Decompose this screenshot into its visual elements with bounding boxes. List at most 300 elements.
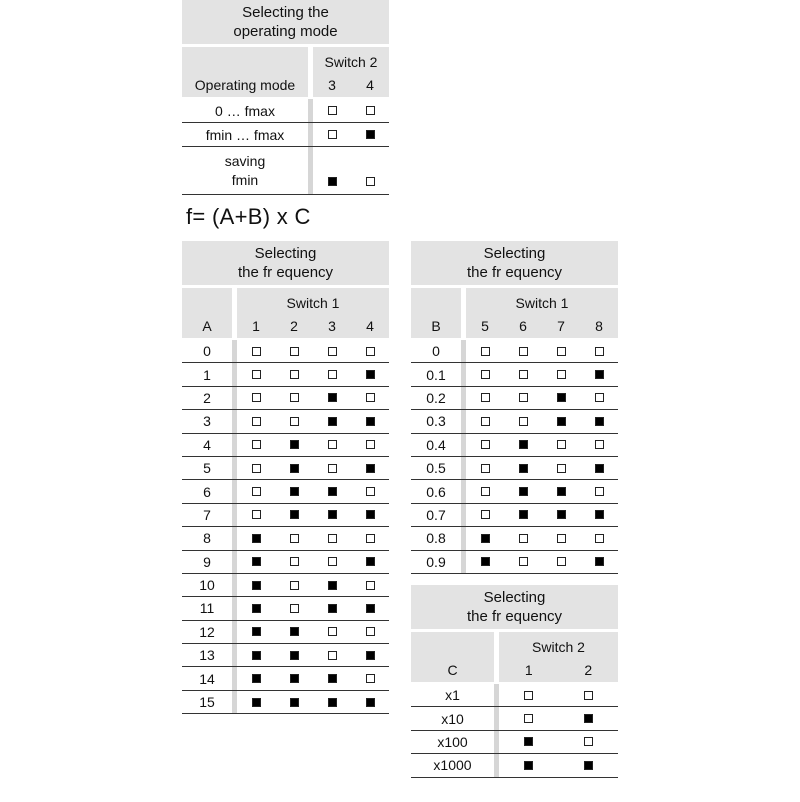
switch-states	[232, 574, 389, 596]
switch-column-number: 1	[524, 662, 533, 678]
switch-state-cell	[313, 644, 351, 666]
switch-state-cell	[313, 597, 351, 619]
switch-column-number: 3	[328, 77, 336, 93]
column-header-row	[411, 288, 618, 340]
switch-on-icon	[557, 510, 566, 519]
switch-state-cell	[351, 99, 389, 122]
switch-off-icon	[290, 557, 299, 566]
switch-state-cell	[237, 363, 275, 385]
table-row	[182, 480, 389, 503]
switch-states	[308, 147, 389, 194]
switch-off-icon	[557, 347, 566, 356]
switch-states	[461, 434, 618, 456]
switch-state-cell	[237, 667, 275, 689]
switch-state-cell	[580, 340, 618, 362]
table-row	[182, 574, 389, 597]
switch-state-cell	[504, 551, 542, 573]
switch-off-icon	[595, 534, 604, 543]
row-label: 0.6	[426, 483, 446, 500]
switch-on-icon	[366, 698, 375, 707]
table-title-line: Selecting the	[242, 4, 329, 21]
switch-on-icon	[557, 417, 566, 426]
switch-off-icon	[366, 440, 375, 449]
switch-states	[232, 363, 389, 385]
switch-name: Switch 2	[532, 639, 585, 655]
switch-state-cell	[237, 527, 275, 549]
table-title-line: the fr equency	[237, 264, 334, 281]
table-row	[182, 340, 389, 363]
switch-states	[232, 480, 389, 502]
table-row	[182, 691, 389, 714]
switch-on-icon	[328, 393, 337, 402]
row-label: 0	[432, 343, 440, 360]
switch-on-icon	[519, 440, 528, 449]
row-label: 12	[199, 623, 215, 640]
table-title-line: the fr equency	[466, 608, 563, 625]
switch-state-cell	[313, 667, 351, 689]
switch-off-icon	[366, 106, 375, 115]
switch-state-cell	[351, 457, 389, 479]
switch-on-icon	[290, 651, 299, 660]
switch-state-cell	[237, 597, 275, 619]
row-label: 14	[199, 670, 215, 687]
switch-state-cell	[580, 527, 618, 549]
switch-state-cell	[313, 99, 351, 122]
switch-on-icon	[557, 393, 566, 402]
table-row	[411, 434, 618, 457]
switch-columns	[466, 318, 618, 338]
switch-state-cell	[313, 363, 351, 385]
row-label: 4	[203, 436, 211, 453]
switch-on-icon	[366, 510, 375, 519]
column-header-row	[182, 288, 389, 340]
table-row	[411, 504, 618, 527]
row-label: 0.1	[426, 366, 446, 383]
switch-state-cell	[275, 574, 313, 596]
table-row	[411, 527, 618, 550]
switch-state-cell	[466, 551, 504, 573]
switch-state-cell	[542, 363, 580, 385]
switch-off-icon	[290, 370, 299, 379]
switch-on-icon	[252, 698, 261, 707]
switch-states	[232, 691, 389, 713]
switch-off-icon	[481, 347, 490, 356]
switch-state-cell	[313, 147, 351, 194]
table-row	[411, 754, 618, 777]
switch-states	[494, 707, 618, 729]
switch-on-icon	[366, 604, 375, 613]
row-label: x10	[441, 710, 464, 727]
switch-on-icon	[584, 714, 593, 723]
switch-off-icon	[328, 534, 337, 543]
switch-states	[494, 731, 618, 753]
switch-on-icon	[595, 464, 604, 473]
switch-on-icon	[290, 440, 299, 449]
row-label: 0.7	[426, 506, 446, 523]
switch-state-cell	[275, 504, 313, 526]
switch-states	[461, 340, 618, 362]
switch-states	[232, 597, 389, 619]
switch-state-cell	[504, 410, 542, 432]
switch-off-icon	[557, 464, 566, 473]
switch-on-icon	[557, 487, 566, 496]
switch-off-icon	[519, 534, 528, 543]
switch-on-icon	[252, 674, 261, 683]
switch-on-icon	[595, 557, 604, 566]
row-label: 0.5	[426, 460, 446, 477]
switch-state-cell	[499, 754, 559, 776]
switch-state-cell	[580, 434, 618, 456]
switch-on-icon	[328, 604, 337, 613]
switch-state-cell	[542, 527, 580, 549]
switch-states	[232, 621, 389, 643]
table-title-line: Selecting	[483, 245, 546, 262]
row-label: 3	[203, 413, 211, 430]
row-label: 8	[203, 530, 211, 547]
switch-state-cell	[351, 480, 389, 502]
table-row	[411, 340, 618, 363]
row-label: x1000	[433, 757, 472, 774]
switch-off-icon	[290, 393, 299, 402]
switch-column-number: 3	[328, 318, 336, 334]
switch-header	[494, 632, 618, 682]
switch-state-cell	[504, 480, 542, 502]
switch-off-icon	[252, 487, 261, 496]
table-row	[182, 621, 389, 644]
switch-on-icon	[290, 627, 299, 636]
table-title	[182, 0, 389, 47]
switch-state-cell	[351, 387, 389, 409]
row-label-line: fmin	[231, 171, 259, 188]
column-header-row	[411, 632, 618, 684]
row-label: 10	[199, 577, 215, 594]
switch-state-cell	[580, 480, 618, 502]
row-label-line: saving	[224, 152, 266, 169]
switch-state-cell	[351, 691, 389, 713]
row-label-header: C	[411, 632, 494, 682]
switch-state-cell	[466, 504, 504, 526]
switch-name: Switch 1	[286, 295, 340, 311]
switch-off-icon	[366, 487, 375, 496]
switch-state-cell	[275, 340, 313, 362]
switch-off-icon	[366, 581, 375, 590]
switch-state-cell	[504, 504, 542, 526]
table-row	[411, 363, 618, 386]
frequency-table-c	[411, 585, 618, 778]
switch-state-cell	[542, 340, 580, 362]
table-title-line: the fr equency	[466, 264, 563, 281]
switch-states	[232, 434, 389, 456]
switch-states	[461, 363, 618, 385]
row-label: x1	[445, 687, 460, 704]
switch-states	[461, 387, 618, 409]
switch-state-cell	[542, 434, 580, 456]
switch-off-icon	[252, 440, 261, 449]
switch-header	[461, 288, 618, 338]
switch-off-icon	[481, 393, 490, 402]
row-label: 7	[203, 506, 211, 523]
switch-state-cell	[466, 363, 504, 385]
table-title	[411, 241, 618, 288]
switch-state-cell	[275, 551, 313, 573]
table-row	[411, 410, 618, 433]
switch-state-cell	[504, 387, 542, 409]
switch-state-cell	[542, 480, 580, 502]
switch-off-icon	[252, 510, 261, 519]
switch-on-icon	[328, 510, 337, 519]
switch-state-cell	[351, 434, 389, 456]
switch-on-icon	[252, 557, 261, 566]
switch-column-number: 6	[519, 318, 527, 334]
switch-on-icon	[328, 417, 337, 426]
switch-on-icon	[519, 487, 528, 496]
table-title-line: Selecting	[483, 589, 546, 606]
switch-states	[232, 551, 389, 573]
table-row	[411, 731, 618, 754]
switch-on-icon	[366, 370, 375, 379]
switch-off-icon	[557, 534, 566, 543]
row-label: 0.8	[426, 530, 446, 547]
switch-off-icon	[328, 651, 337, 660]
switch-state-cell	[313, 434, 351, 456]
row-label-header: Operating mode	[182, 47, 308, 97]
table-row	[411, 707, 618, 730]
table-title	[182, 241, 389, 288]
switch-off-icon	[519, 417, 528, 426]
switch-off-icon	[524, 691, 533, 700]
switch-off-icon	[328, 347, 337, 356]
switch-states	[308, 99, 389, 122]
switch-states	[232, 387, 389, 409]
switch-on-icon	[290, 510, 299, 519]
switch-state-cell	[466, 457, 504, 479]
table-row	[182, 99, 389, 123]
switch-state-cell	[504, 527, 542, 549]
switch-off-icon	[595, 347, 604, 356]
switch-state-cell	[580, 457, 618, 479]
frequency-formula: f= (A+B) x C	[186, 204, 311, 229]
switch-state-cell	[351, 363, 389, 385]
switch-off-icon	[252, 464, 261, 473]
switch-column-number: 1	[252, 318, 260, 334]
switch-state-cell	[275, 434, 313, 456]
table-row	[182, 410, 389, 433]
row-label	[182, 147, 308, 194]
switch-off-icon	[481, 464, 490, 473]
switch-on-icon	[328, 698, 337, 707]
table-row	[182, 667, 389, 690]
switch-off-icon	[366, 347, 375, 356]
switch-off-icon	[366, 177, 375, 186]
switch-off-icon	[481, 370, 490, 379]
switch-state-cell	[313, 551, 351, 573]
switch-column-number: 7	[557, 318, 565, 334]
switch-on-icon	[595, 370, 604, 379]
switch-state-cell	[504, 457, 542, 479]
switch-state-cell	[313, 480, 351, 502]
switch-off-icon	[595, 440, 604, 449]
switch-state-cell	[275, 621, 313, 643]
switch-states	[461, 527, 618, 549]
table-row	[182, 147, 389, 195]
switch-off-icon	[328, 370, 337, 379]
row-label: 13	[199, 647, 215, 664]
row-label: 1	[203, 366, 211, 383]
row-label: 2	[203, 389, 211, 406]
switch-state-cell	[351, 644, 389, 666]
column-header-row	[182, 47, 389, 99]
switch-state-cell	[237, 574, 275, 596]
switch-off-icon	[595, 487, 604, 496]
switch-on-icon	[290, 464, 299, 473]
switch-state-cell	[351, 340, 389, 362]
switch-on-icon	[481, 557, 490, 566]
switch-state-cell	[542, 387, 580, 409]
switch-state-cell	[237, 480, 275, 502]
table-title-line: operating mode	[233, 23, 338, 40]
switch-state-cell	[275, 597, 313, 619]
switch-state-cell	[559, 684, 619, 706]
switch-states	[461, 551, 618, 573]
switch-state-cell	[499, 684, 559, 706]
switch-off-icon	[328, 557, 337, 566]
switch-states	[232, 410, 389, 432]
switch-off-icon	[328, 627, 337, 636]
switch-off-icon	[252, 347, 261, 356]
switch-state-cell	[275, 457, 313, 479]
frequency-table-a	[182, 241, 389, 714]
table-row	[182, 363, 389, 386]
row-label: 0.3	[426, 413, 446, 430]
switch-off-icon	[290, 417, 299, 426]
table-row	[411, 551, 618, 574]
switch-state-cell	[313, 527, 351, 549]
switch-state-cell	[275, 644, 313, 666]
switch-state-cell	[351, 597, 389, 619]
switch-off-icon	[366, 627, 375, 636]
switch-off-icon	[481, 510, 490, 519]
table-row	[182, 457, 389, 480]
switch-state-cell	[237, 691, 275, 713]
switch-state-cell	[542, 504, 580, 526]
switch-on-icon	[524, 737, 533, 746]
switch-header	[232, 288, 389, 338]
switch-state-cell	[237, 644, 275, 666]
switch-off-icon	[481, 487, 490, 496]
switch-state-cell	[580, 410, 618, 432]
switch-state-cell	[504, 340, 542, 362]
switch-off-icon	[519, 393, 528, 402]
switch-off-icon	[519, 557, 528, 566]
switch-on-icon	[524, 761, 533, 770]
switch-state-cell	[237, 621, 275, 643]
switch-on-icon	[584, 761, 593, 770]
switch-state-cell	[275, 410, 313, 432]
switch-on-icon	[328, 674, 337, 683]
switch-state-cell	[580, 387, 618, 409]
switch-states	[494, 754, 618, 776]
switch-state-cell	[351, 551, 389, 573]
switch-state-cell	[580, 551, 618, 573]
switch-on-icon	[481, 534, 490, 543]
row-label: 0.4	[426, 436, 446, 453]
switch-states	[232, 667, 389, 689]
switch-off-icon	[366, 534, 375, 543]
switch-state-cell	[580, 504, 618, 526]
switch-off-icon	[366, 674, 375, 683]
switch-off-icon	[519, 370, 528, 379]
switch-off-icon	[557, 440, 566, 449]
switch-state-cell	[466, 434, 504, 456]
switch-state-cell	[499, 707, 559, 729]
row-label: 9	[203, 553, 211, 570]
row-label: 15	[199, 694, 215, 711]
switch-states	[232, 504, 389, 526]
switch-name: Switch 1	[515, 295, 569, 311]
switch-column-number: 4	[366, 77, 374, 93]
switch-state-cell	[351, 147, 389, 194]
switch-column-number: 8	[595, 318, 603, 334]
switch-off-icon	[524, 714, 533, 723]
row-label: 0.9	[426, 553, 446, 570]
switch-on-icon	[252, 581, 261, 590]
switch-off-icon	[366, 393, 375, 402]
switch-off-icon	[595, 393, 604, 402]
switch-state-cell	[351, 527, 389, 549]
switch-state-cell	[237, 410, 275, 432]
switch-off-icon	[328, 106, 337, 115]
switch-on-icon	[252, 651, 261, 660]
switch-on-icon	[595, 417, 604, 426]
switch-state-cell	[313, 504, 351, 526]
switch-off-icon	[557, 557, 566, 566]
switch-off-icon	[252, 393, 261, 402]
switch-on-icon	[366, 130, 375, 139]
table-title-line: Selecting	[254, 245, 317, 262]
switch-off-icon	[290, 347, 299, 356]
switch-state-cell	[313, 457, 351, 479]
row-label-header: A	[182, 288, 232, 338]
switch-state-cell	[313, 574, 351, 596]
switch-off-icon	[252, 370, 261, 379]
switch-on-icon	[290, 698, 299, 707]
row-label: 5	[203, 460, 211, 477]
switch-state-cell	[313, 123, 351, 146]
switch-off-icon	[252, 417, 261, 426]
switch-state-cell	[237, 434, 275, 456]
row-label: 0.2	[426, 389, 446, 406]
switch-states	[232, 644, 389, 666]
switch-column-number: 5	[481, 318, 489, 334]
switch-name: Switch 2	[324, 54, 378, 70]
table-title	[411, 585, 618, 632]
switch-state-cell	[504, 434, 542, 456]
switch-state-cell	[275, 363, 313, 385]
row-label: 0 … fmax	[215, 102, 275, 119]
switch-column-number: 2	[290, 318, 298, 334]
switch-on-icon	[328, 581, 337, 590]
switch-state-cell	[275, 480, 313, 502]
switch-off-icon	[557, 370, 566, 379]
table-row	[182, 644, 389, 667]
row-label: fmin … fmax	[205, 126, 285, 143]
switch-state-cell	[237, 387, 275, 409]
switch-state-cell	[504, 363, 542, 385]
switch-on-icon	[252, 627, 261, 636]
switch-on-icon	[595, 510, 604, 519]
switch-state-cell	[580, 363, 618, 385]
switch-states	[308, 123, 389, 146]
